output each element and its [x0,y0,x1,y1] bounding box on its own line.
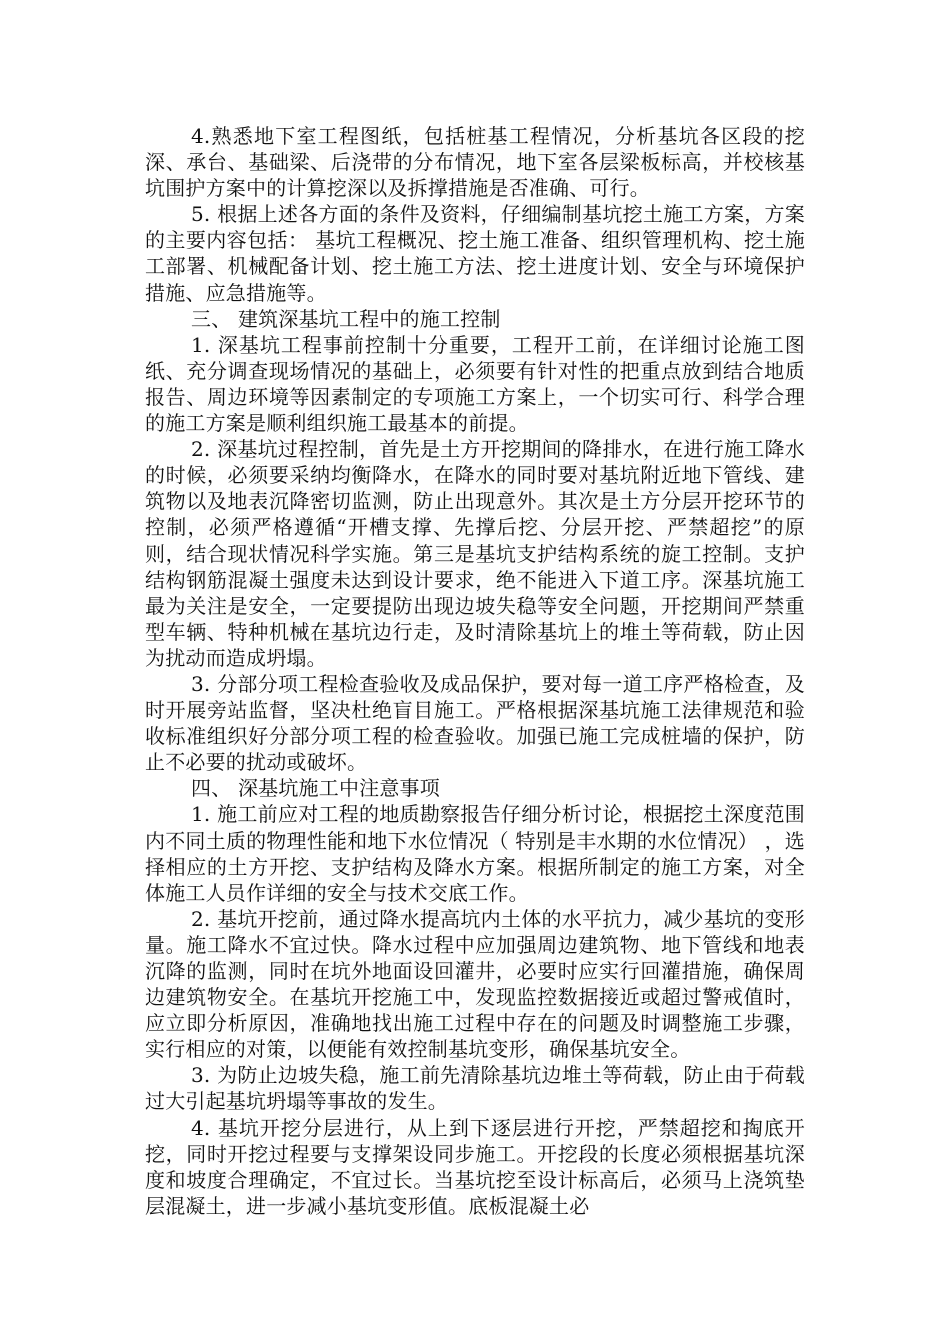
section-heading-3: 三、 建筑深基坑工程中的施工控制 [191,306,501,331]
paragraph-4: 2. 深基坑过程控制，首先是土方开挖期间的降排水，在进行施工降水的时候，必须要采纳均衡降水，在降水的同时要对基坑附近地下管线、建筑物以及地表沉降密切监测，防止出现意外。其次是土方分层开挖环节的控制，必须严格遵循“开槽支撑、先撑后挖、分层开挖、严禁超挖”的原则，结合现状情况科学实施。第三是基坑支护结构系统的旋工控制。支护结构钢筋混凝土强度未达到设计要求，绝不能进入下道工序。深基坑施工最为关注是安全，一定要提防出现边坡失稳等安全问题，开挖期间严禁重型车辆、特种机械在基坑边行走，及时清除基坑上的堆土等荷载，防止因为扰动而造成坍塌。 [145,437,805,670]
section-heading-4: 四、 深基坑施工中注意事项 [191,776,440,801]
paragraph-2: 5. 根据上述各方面的条件及资料，仔细编制基坑挖土施工方案，方案的主要内容包括： 基坑工程概况、挖土施工准备、组织管理机构、挖土施工部署、机械配备计划、挖土施工方法、挖土进度计划、安全与环境保护措施、应急措施等。 [145,202,805,305]
paragraph-1: 4.熟悉地下室工程图纸，包括桩基工程情况，分析基坑各区段的挖深、承台、基础梁、后浇带的分布情况，地下室各层梁板标高，并校核基坑围护方案中的计算挖深以及拆撑措施是否准确、可行。 [145,124,805,201]
paragraph-3: 1. 深基坑工程事前控制十分重要，工程开工前，在详细讨论施工图纸、充分调查现场情况的基础上，必须要有针对性的把重点放到结合地质报告、周边环境等因素制定的专项施工方案上，一个切实可行、科学合理的施工方案是顺利组织施工最基本的前提。 [145,332,805,436]
paragraph-5: 3. 分部分项工程检查验收及成品保护，要对每一道工序严格检查，及时开展旁站监督，坚决杜绝盲目施工。严格根据深基坑施工法律规范和验收标准组织好分部分项工程的检查验收。加强已施工完成桩墙的保护，防止不必要的扰动或破坏。 [145,671,805,775]
document-page [145,123,805,1219]
paragraph-7: 2. 基坑开挖前，通过降水提高坑内土体的水平抗力，减少基坑的变形量。施工降水不宜过快。降水过程中应加强周边建筑物、地下管线和地表沉降的监测，同时在坑外地面设回灌井，必要时应实行回灌措施，确保周边建筑物安全。在基坑开挖施工中，发现监控数据接近或超过警戒值时，应立即分析原因，准确地找出施工过程中存在的问题及时调整施工步骤，实行相应的对策，以便能有效控制基坑变形，确保基坑安全。 [145,906,805,1062]
paragraph-9: 4. 基坑开挖分层进行，从上到下逐层进行开挖，严禁超挖和掏底开挖，同时开挖过程要与支撑架设同步施工。开挖段的长度必须根据基坑深度和坡度合理确定，不宜过长。当基坑挖至设计标高后，必须马上浇筑垫层混凝土，进一步减小基坑变形值。底板混凝土必 [145,1115,805,1218]
paragraph-8: 3. 为防止边坡失稳，施工前先清除基坑边堆土等荷载，防止由于荷载过大引起基坑坍塌等事故的发生。 [145,1063,805,1114]
paragraph-6: 1. 施工前应对工程的地质勘察报告仔细分析讨论，根据挖土深度范围内不同土质的物理性能和地下水位情况（ 特别是丰水期的水位情况） ，选择相应的土方开挖、支护结构及降水方案。根据所制定的施工方案，对全体施工人员作详细的安全与技术交底工作。 [145,802,805,905]
